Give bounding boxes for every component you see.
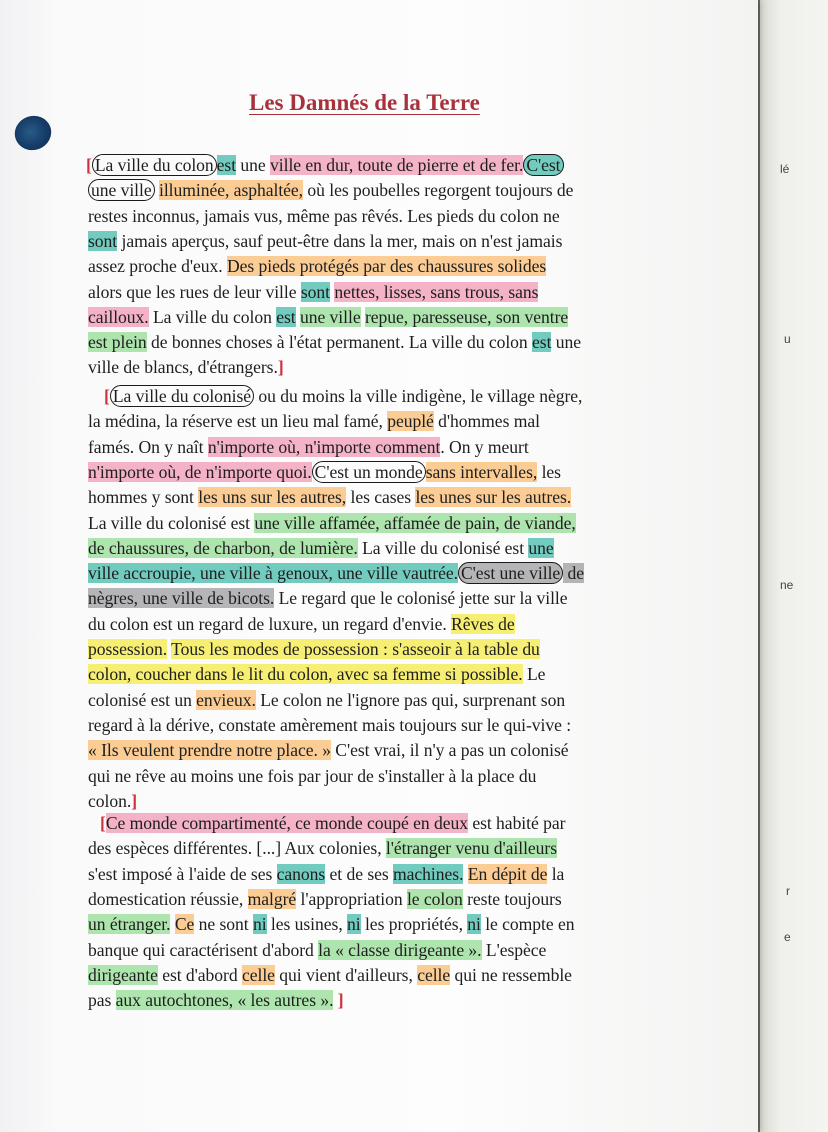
- text-line: [88, 410, 540, 432]
- text-run: du colon est un regard de luxure, un regard d'envie.: [88, 613, 452, 634]
- text-line: [88, 964, 572, 986]
- highlighted-run: l'étranger venu d'ailleurs: [385, 838, 558, 859]
- text-line: [104, 385, 582, 407]
- text-run: les usines,: [266, 914, 348, 935]
- text-run: est habité par: [467, 813, 566, 833]
- text-run: Le regard que le colonisé jette sur la ville: [274, 588, 568, 609]
- text-run: de bonnes choses à l'état permanent. La ville du colon: [146, 332, 533, 353]
- circled-phrase: La ville du colon: [92, 154, 217, 176]
- text-run: une: [551, 332, 582, 353]
- text-line: [88, 461, 561, 483]
- ink-stain: [10, 111, 56, 156]
- highlighted-run: Rêves de: [451, 613, 515, 634]
- bracket-mark: ]: [131, 790, 137, 811]
- text-line: [88, 989, 344, 1011]
- text-line: [86, 154, 564, 176]
- text-run: La ville du colonisé est: [88, 512, 255, 533]
- margin-fragment: ne: [780, 578, 794, 592]
- highlighted-run: ni: [252, 914, 267, 935]
- highlighted-run: un étranger.: [88, 914, 171, 935]
- text-line: [88, 939, 546, 961]
- highlighted-run: n'importe où, n'importe comment: [207, 436, 441, 457]
- text-run: restes inconnus, jamais vus, même pas rêvés. Les pieds du colon ne: [88, 205, 560, 226]
- text-line: [88, 512, 576, 534]
- highlighted-run: sont: [88, 230, 118, 251]
- text-run: les cases: [346, 487, 416, 508]
- highlighted-run: une ville: [299, 306, 361, 327]
- highlighted-run: envieux.: [196, 689, 256, 710]
- text-run: hommes y sont: [88, 487, 199, 508]
- text-line: [88, 587, 568, 609]
- text-line: [88, 765, 536, 787]
- circled-phrase: une ville: [88, 179, 155, 201]
- circled-phrase: La ville du colonisé: [110, 385, 254, 407]
- highlighted-run: est plein: [88, 332, 147, 353]
- text-line: [100, 812, 565, 834]
- bracket-mark: ]: [277, 357, 284, 378]
- highlighted-run: repue, paresseuse, son ventre: [364, 306, 569, 327]
- highlighted-run: nettes, lisses, sans trous, sans: [334, 281, 539, 302]
- text-run: La ville du colonisé est: [357, 537, 529, 558]
- text-run: qui vient d'ailleurs,: [274, 964, 418, 985]
- text-line: [88, 331, 581, 353]
- text-line: [88, 179, 573, 201]
- text-line: [88, 714, 571, 736]
- text-run: ne sont: [194, 914, 253, 935]
- highlighted-run: illuminée, asphaltée,: [158, 180, 304, 201]
- highlighted-run: peuplé: [387, 411, 434, 432]
- text-run: colon.: [88, 790, 132, 811]
- highlighted-run: colon, coucher dans le lit du colon, avec sa femme si possible.: [88, 664, 523, 685]
- text-run: L'espèce: [481, 939, 547, 960]
- text-line: [88, 837, 557, 859]
- highlighted-run: ni: [467, 914, 481, 935]
- circled-phrase: C'est un monde: [312, 461, 426, 483]
- text-line: [88, 562, 584, 584]
- circled-phrase: C'est une ville: [458, 562, 563, 584]
- highlighted-run: ni: [347, 914, 361, 935]
- highlighted-run: Tous les modes de possession : s'asseoir à la table du: [171, 639, 540, 659]
- text-run: colonisé est un: [88, 689, 197, 710]
- text-run: domestication réussie,: [88, 888, 248, 909]
- text-line: [88, 255, 546, 277]
- highlighted-run: « Ils veulent prendre notre place. »: [88, 740, 331, 761]
- highlighted-run: Ce monde compartimenté, ce monde coupé en deux: [105, 813, 468, 833]
- highlighted-run: est: [532, 332, 552, 353]
- text-line: [88, 739, 569, 761]
- text-line: [88, 790, 137, 812]
- highlighted-run: possession.: [88, 639, 168, 659]
- text-line: [88, 205, 560, 227]
- text-line: [88, 436, 529, 458]
- highlighted-run: une ville affamée, affamée de pain, de viande,: [254, 512, 576, 533]
- text-line: [88, 913, 575, 935]
- highlighted-run: nègres, une ville de bicots.: [88, 588, 275, 609]
- highlighted-run: machines.: [393, 863, 464, 884]
- bracket-mark: [: [104, 386, 110, 406]
- text-run: regard à la dérive, constate amèrement mais toujours sur le qui-vive :: [88, 714, 572, 735]
- highlighted-run: aux autochtones, « les autres ».: [115, 990, 334, 1011]
- highlighted-run: celle: [417, 964, 451, 985]
- text-run: jamais aperçus, sauf peut-être dans la mer, mais on n'est jamais: [117, 230, 563, 251]
- text-run: pas: [88, 990, 116, 1011]
- text-line: [88, 281, 538, 303]
- margin-fragment: e: [784, 930, 791, 944]
- text-run: d'hommes mal: [433, 411, 540, 432]
- text-run: des espèces différentes. [...] Aux colonies,: [88, 838, 386, 859]
- highlighted-run: canons: [276, 863, 326, 884]
- text-run: reste toujours: [462, 888, 562, 909]
- text-run: Le: [522, 664, 546, 685]
- text-line: [88, 638, 540, 660]
- highlighted-run: Des pieds protégés par des chaussures solides: [226, 256, 547, 277]
- text-run: ville de blancs, d'étrangers.: [88, 357, 278, 378]
- highlighted-run: En dépit de: [467, 863, 548, 884]
- text-run: La ville du colon: [148, 306, 277, 327]
- text-line: [88, 306, 568, 328]
- text-run: ou du moins la ville indigène, le village nègre,: [254, 386, 583, 406]
- margin-fragment: lé: [780, 162, 790, 176]
- adjacent-page: [760, 0, 828, 1132]
- text-line: [88, 613, 515, 635]
- text-run: qui ne rêve au moins une fois par jour de s'installer à la place du: [88, 765, 537, 786]
- text-line: [88, 888, 562, 910]
- text-line: [88, 689, 565, 711]
- text-run: le compte en: [480, 914, 575, 935]
- highlighted-run: les uns sur les autres,: [198, 487, 347, 508]
- text-run: assez proche d'eux.: [88, 256, 227, 277]
- text-run: une: [236, 155, 271, 175]
- text-run: les: [537, 461, 561, 482]
- bracket-mark: [: [100, 813, 106, 833]
- text-run: Le colon ne l'ignore pas qui, surprenant son: [255, 689, 566, 710]
- text-run: C'est vrai, il n'y a pas un colonisé: [330, 740, 569, 761]
- text-run: l'appropriation: [296, 888, 407, 909]
- text-run: alors que les rues de leur ville: [88, 281, 301, 302]
- bracket-mark: ]: [337, 990, 344, 1011]
- text-run: est d'abord: [157, 964, 242, 985]
- highlighted-run: sont: [300, 281, 330, 302]
- text-run: qui ne ressemble: [450, 964, 572, 985]
- text-line: [88, 537, 554, 559]
- circled-phrase: C'est: [523, 154, 563, 176]
- highlighted-run: sans intervalles,: [425, 461, 538, 482]
- text-run: la: [547, 863, 565, 884]
- text-run: s'est imposé à l'aide de ses: [88, 863, 277, 884]
- highlighted-run: celle: [241, 964, 275, 985]
- highlighted-run: une: [528, 537, 554, 558]
- text-line: [88, 230, 562, 252]
- text-run: la médina, la réserve est un lieu mal famé,: [88, 411, 388, 432]
- text-run: et de ses: [325, 863, 394, 884]
- highlighted-run: ville en dur, toute de pierre et de fer.: [270, 155, 524, 175]
- text-run: où les poubelles regorgent toujours de: [303, 180, 574, 201]
- highlighted-run: n'importe où, de n'importe quoi.: [88, 461, 312, 482]
- margin-fragment: u: [784, 332, 791, 346]
- text-line: [88, 356, 284, 378]
- text-run: les propriétés,: [360, 914, 468, 935]
- highlighted-run: cailloux.: [88, 306, 149, 327]
- highlighted-run: est: [216, 155, 237, 175]
- text-run: . On y meurt: [440, 436, 529, 457]
- highlighted-run: Ce: [174, 914, 195, 935]
- highlighted-run: dirigeante: [88, 964, 158, 985]
- bracket-mark: [: [86, 155, 92, 175]
- text-line: [88, 663, 545, 685]
- highlighted-run: de: [563, 563, 585, 584]
- highlighted-run: ville accroupie, une ville à genoux, une ville vautrée.: [88, 563, 458, 584]
- document-title: Les Damnés de la Terre: [249, 90, 480, 115]
- highlighted-run: malgré: [247, 888, 297, 909]
- highlighted-run: la « classe dirigeante ».: [318, 939, 482, 960]
- text-line: [88, 486, 571, 508]
- highlighted-run: les unes sur les autres.: [415, 487, 572, 508]
- margin-fragment: r: [786, 884, 790, 898]
- highlighted-run: est: [276, 306, 296, 327]
- text-run: banque qui caractérisent d'abord: [88, 939, 319, 960]
- text-line: [88, 863, 564, 885]
- highlighted-run: le colon: [406, 888, 463, 909]
- highlighted-run: de chaussures, de charbon, de lumière.: [88, 537, 358, 558]
- text-run: famés. On y naît: [88, 436, 208, 457]
